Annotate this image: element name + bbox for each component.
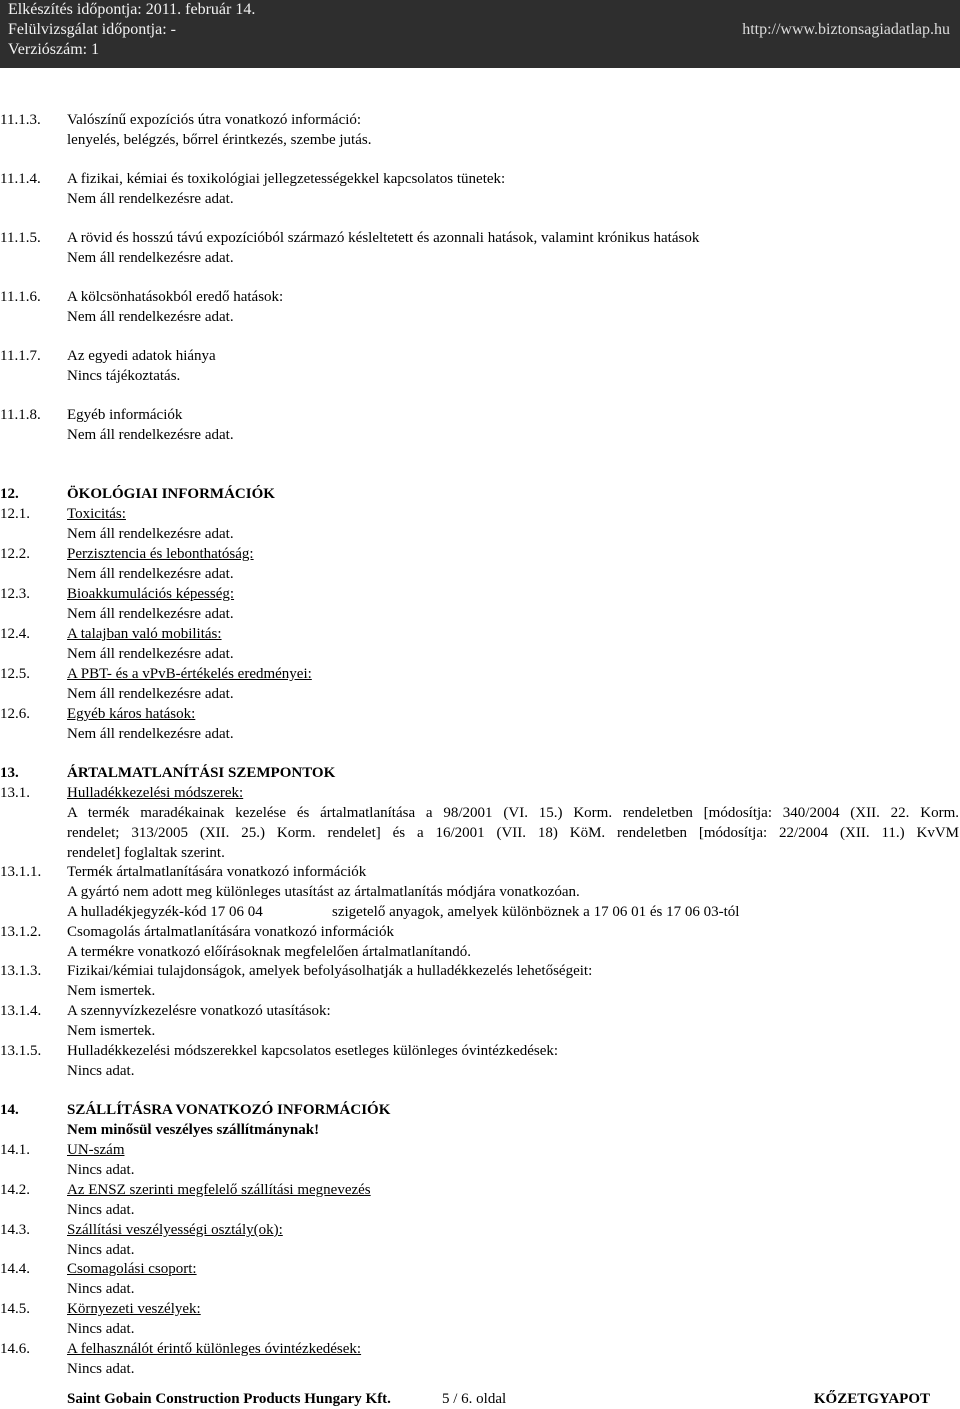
- item-text: Nem áll rendelkezésre adat.: [67, 686, 234, 702]
- item-text: lenyelés, belégzés, bőrrel érintkezés, szembe jutás.: [67, 132, 372, 148]
- creation-date: Elkészítés időpontja: 2011. február 14.: [8, 1, 256, 18]
- item-title: A kölcsönhatásokból eredő hatások:: [67, 289, 284, 305]
- item-text: Nem áll rendelkezésre adat.: [67, 566, 234, 582]
- item-text: Nincs adat.: [67, 1063, 135, 1079]
- item-title: Termék ártalmatlanítására vonatkozó információk: [67, 864, 367, 880]
- section-number: 14.: [0, 1102, 19, 1118]
- item-title: Szállítási veszélyességi osztály(ok):: [67, 1222, 283, 1238]
- item-text: Nem áll rendelkezésre adat.: [67, 250, 234, 266]
- item-title: A rövid és hosszú távú expozícióból származó késleltetett és azonnali hatások, valamint krónikus hatások: [67, 230, 700, 246]
- item-text: Nem ismertek.: [67, 1023, 156, 1039]
- item-number: 11.1.3.: [0, 112, 41, 128]
- item-title: Toxicitás:: [67, 506, 126, 522]
- item-number: 12.3.: [0, 586, 30, 602]
- section-title: ÁRTALMATLANÍTÁSI SZEMPONTOK: [67, 765, 336, 781]
- item-title: Bioakkumulációs képesség:: [67, 586, 235, 602]
- item-number: 12.4.: [0, 626, 30, 642]
- regulation-text-line-1: A termék maradékainak kezelése és ártalmatlanítása a 98/2001 (VI. 15.) Korm. rendeletben [módosítja: 340/2004 (XII. 22. Korm.: [67, 805, 959, 821]
- item-text: Nincs adat.: [67, 1321, 135, 1337]
- item-text: Nem áll rendelkezésre adat.: [67, 646, 234, 662]
- item-number: 13.1.2.: [0, 924, 42, 940]
- section-title: SZÁLLÍTÁSRA VONATKOZÓ INFORMÁCIÓK: [67, 1102, 391, 1118]
- item-title: Fizikai/kémiai tulajdonságok, amelyek befolyásolhatják a hulladékkezelés lehetőségeit:: [67, 963, 593, 979]
- section-number: 12.: [0, 486, 19, 502]
- item-title: Csomagolási csoport:: [67, 1261, 197, 1277]
- item-text: Nem áll rendelkezésre adat.: [67, 526, 234, 542]
- waste-code-description: szigetelő anyagok, amelyek különböznek a 17 06 01 és 17 06 03-tól: [332, 904, 740, 920]
- revision-date: Felülvizsgálat időpontja: -: [8, 21, 176, 38]
- section-title: ÖKOLÓGIAI INFORMÁCIÓK: [67, 486, 275, 502]
- item-title: Hulladékkezelési módszerekkel kapcsolatos esetleges különleges óvintézkedések:: [67, 1043, 559, 1059]
- item-number: 12.5.: [0, 666, 30, 682]
- item-number: 14.2.: [0, 1182, 30, 1198]
- item-title: Hulladékkezelési módszerek:: [67, 785, 244, 801]
- item-text: Nem áll rendelkezésre adat.: [67, 606, 234, 622]
- item-title: A talajban való mobilitás:: [67, 626, 222, 642]
- item-text: Nincs adat.: [67, 1202, 135, 1218]
- item-number: 14.3.: [0, 1222, 30, 1238]
- regulation-text-line-2: rendelet; 313/2005 (XII. 25.) Korm. rendelet] és a 16/2001 (VII. 18) KöM. rendeletben [módosítja: 22/2004 (XII. 11.) KvVM: [67, 825, 959, 841]
- item-text: Nem áll rendelkezésre adat.: [67, 309, 234, 325]
- item-text: Nincs adat.: [67, 1162, 135, 1178]
- transport-note: Nem minősül veszélyes szállítmánynak!: [67, 1122, 320, 1138]
- page-header: [0, 0, 960, 68]
- item-title: Perzisztencia és lebonthatóság:: [67, 546, 254, 562]
- item-number: 12.1.: [0, 506, 30, 522]
- item-text: Nem áll rendelkezésre adat.: [67, 726, 234, 742]
- item-title: Egyéb káros hatások:: [67, 706, 196, 722]
- item-number: 14.6.: [0, 1341, 30, 1357]
- item-number: 13.1.: [0, 785, 30, 801]
- product-name: KŐZETGYAPOT: [813, 1391, 930, 1407]
- item-title: UN-szám: [67, 1142, 125, 1158]
- item-title: Csomagolás ártalmatlanítására vonatkozó információk: [67, 924, 394, 940]
- item-number: 13.1.3.: [0, 963, 42, 979]
- item-number: 14.5.: [0, 1301, 30, 1317]
- item-text: Nincs tájékoztatás.: [67, 368, 181, 384]
- item-text: Nincs adat.: [67, 1361, 135, 1377]
- waste-code-label: A hulladékjegyzék-kód 17 06 04: [67, 904, 263, 920]
- item-text: Nem áll rendelkezésre adat.: [67, 191, 234, 207]
- version-number: Verziószám: 1: [8, 41, 100, 58]
- page-number: 5 / 6. oldal: [442, 1391, 507, 1407]
- item-number: 11.1.4.: [0, 171, 41, 187]
- item-number: 12.2.: [0, 546, 30, 562]
- item-number: 11.1.5.: [0, 230, 41, 246]
- item-text: A gyártó nem adott meg különleges utasítást az ártalmatlanítás módjára vonatkozóan.: [67, 884, 580, 900]
- item-text: Nem áll rendelkezésre adat.: [67, 427, 234, 443]
- item-title: A szennyvízkezelésre vonatkozó utasítások:: [67, 1003, 331, 1019]
- item-text: Nincs adat.: [67, 1242, 135, 1258]
- item-number: 14.1.: [0, 1142, 30, 1158]
- item-title: A PBT- és a vPvB-értékelés eredményei:: [67, 666, 312, 682]
- item-number: 13.1.1.: [0, 864, 42, 880]
- item-text: Nem ismertek.: [67, 983, 156, 999]
- item-number: 13.1.4.: [0, 1003, 42, 1019]
- item-title: A felhasználót érintő különleges óvintézkedések:: [67, 1341, 362, 1357]
- page-footer: [0, 1389, 960, 1409]
- item-number: 11.1.7.: [0, 348, 41, 364]
- item-number: 11.1.6.: [0, 289, 41, 305]
- regulation-text-line-3: rendelet] foglaltak szerint.: [67, 845, 225, 861]
- item-title: Egyéb információk: [67, 407, 183, 423]
- section-number: 13.: [0, 765, 19, 781]
- item-title: Az egyedi adatok hiánya: [67, 348, 216, 364]
- item-text: A termékre vonatkozó előírásoknak megfelelően ártalmatlanítandó.: [67, 944, 472, 960]
- item-number: 12.6.: [0, 706, 30, 722]
- company-name: Saint Gobain Construction Products Hungary Kft.: [67, 1391, 391, 1407]
- item-text: Nincs adat.: [67, 1281, 135, 1297]
- item-title: Valószínű expozíciós útra vonatkozó információ:: [67, 112, 362, 128]
- item-number: 14.4.: [0, 1261, 30, 1277]
- item-title: Az ENSZ szerinti megfelelő szállítási megnevezés: [67, 1182, 371, 1198]
- website-link[interactable]: http://www.biztonsagiadatlap.hu: [742, 21, 950, 38]
- item-number: 13.1.5.: [0, 1043, 42, 1059]
- item-number: 11.1.8.: [0, 407, 41, 423]
- item-title: A fizikai, kémiai és toxikológiai jellegzetességekkel kapcsolatos tünetek:: [67, 171, 506, 187]
- item-title: Környezeti veszélyek:: [67, 1301, 201, 1317]
